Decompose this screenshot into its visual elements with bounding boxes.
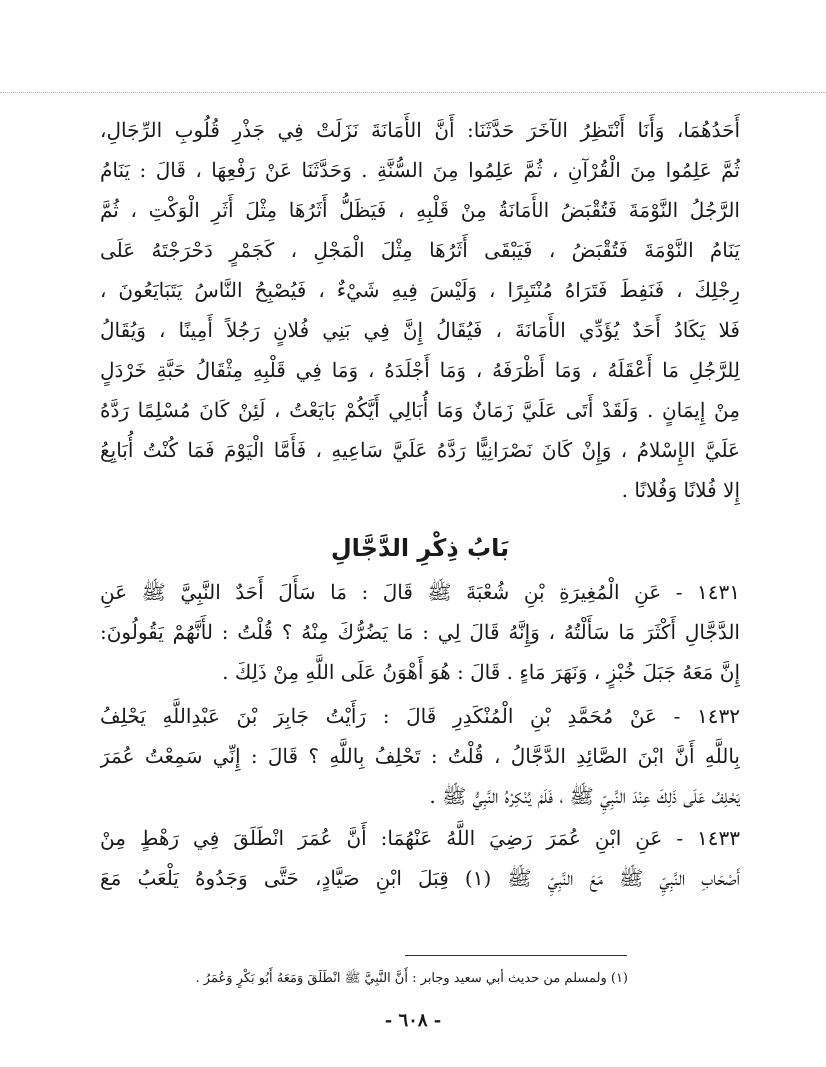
text-line: ١٤٣٣ - عَنِ ابْنِ عُمَرَ رَضِيَ اللَّهُ عَنْهُمَا: أَنَّ عُمَرَ انْطَلَقَ فِي رَهْطٍ مِنْ <box>100 826 740 850</box>
text-line: يَحْلِفُ عَلَى ذَلِكَ عِنْدَ النَّبِيِّ ﷺ ، فَلَمْ يُنْكِرْهُ النَّبِيُّ ﷺ . <box>429 784 740 808</box>
page-number: - ٦٠٨ - <box>384 1010 442 1031</box>
text-line: ثُمَّ عَلِمُوا مِنَ الْقُرْآنِ ، ثُمَّ عَلِمُوا مِنَ السُّنَّةِ . وَحَدَّثَنَا عَنْ رَفْعِهَا ، قَالَ : يَنَامُ <box>100 158 740 182</box>
text-line: ١٤٣٢ - عَنْ مُحَمَّدِ بْنِ الْمُنْكَدِرِ قَالَ : رَأَيْتُ جَابِرَ بْنَ عَبْدِاللَّهِ يَحْلِفُ <box>100 704 740 728</box>
text-line: ١٤٣١ - عَنِ الْمُغِيرَةِ بْنِ شُعْبَةَ ﷺ قَالَ : مَا سَأَلَ أَحَدٌ النَّبِيَّ ﷺ عَنِ <box>100 580 740 604</box>
text-line: الرَّجُلُ النَّوْمَةَ فَتُقْبَضُ الأَمَانَةُ مِنْ قَلْبِهِ ، فَيَظَلُّ أَثَرُهَا مِثْلَ أَثَرِ الْوَكْتِ ، ثُمَّ <box>100 198 740 222</box>
text-line: فَلا يَكَادُ أَحَدٌ يُؤَدِّي الأَمَانَةَ ، فَيُقَالُ إِنَّ فِي بَنِي فُلانٍ رَجُلاً أَمِينًا ، وَيُقَالُ <box>100 318 740 342</box>
text-line: مِنْ إِيمَانٍ . وَلَقَدْ أَتَى عَلَيَّ زَمَانٌ وَمَا أُبَالِي أَيَّكُمْ بَايَعْتُ ، لَئِنْ كَانَ مُسْلِمًا رَدَّهُ <box>100 398 740 422</box>
text-line: الدَّجَّالِ أَكْثَرَ مَا سَأَلْتُهُ ، وَإِنَّهُ قَالَ لِي : مَا يَضُرُّكَ مِنْهُ ؟ قُلْتُ : لأَنَّهُمْ يَقُولُونَ: <box>100 620 740 644</box>
text-line: أَحَدُهُمَا، وَأَنَا أَنْتَظِرُ الآخَرَ حَدَّثَنَا: أَنَّ الأَمَانَةَ نَزَلَتْ فِي جَذْرِ قُلُوبِ الرِّجَالِ، <box>100 118 740 142</box>
text-line: إِنَّ مَعَهُ جَبَلَ خُبْزٍ ، وَنَهَرَ مَاءٍ . قَالَ : هُوَ أَهْوَنُ عَلَى اللَّهِ مِنْ ذَلِكَ . <box>222 660 740 684</box>
hadith-1433 <box>100 818 740 898</box>
text-line: يَنَامُ النَّوْمَةَ فَتُقْبَضُ ، فَيَبْقَى أَثَرُهَا مِثْلَ الْمَجْلِ ، كَجَمْرٍ دَحْرَجْتَهُ عَلَى <box>100 238 740 262</box>
text-line: عَلَيَّ الإِسْلامُ ، وَإِنْ كَانَ نَصْرَانِيًّا رَدَّهُ عَلَيَّ سَاعِيهِ ، فَأَمَّا الْيَوْمَ فَمَا كُنْتُ أُبَايِعُ <box>100 438 740 462</box>
section-heading: بَابُ ذِكْرِ الدَّجَّالِ <box>330 534 510 562</box>
text-line: إِلا فُلانًا وَفُلانًا . <box>621 478 740 502</box>
text-line: لِلرَّجُلِ مَا أَعْقَلَهُ ، وَمَا أَظْرَفَهُ ، وَمَا أَجْلَدَهُ ، وَمَا فِي قَلْبِهِ مِثْقَالُ حَبَّةِ خَرْدَلٍ <box>100 358 740 382</box>
top-dotted-rule <box>0 92 826 93</box>
footnote-divider <box>405 955 627 956</box>
text-line: رِجْلِكَ ، فَنَفِطَ فَتَرَاهُ مُنْتَبِرًا ، وَلَيْسَ فِيهِ شَيْءٌ ، فَيُصْبِحُ النَّاسُ يَتَبَايَعُونَ ، <box>100 278 740 302</box>
footnote: (١) ولمسلم من حديث أبي سعيد وجابر : أَنَّ النَّبِيَّ ﷺ انْطَلَقَ وَمَعَهُ أَبُو بَكْرٍ وَعُمَرُ . <box>195 971 628 986</box>
hadith-1432 <box>100 696 740 816</box>
intro-paragraph <box>100 110 740 510</box>
hadith-1431 <box>100 572 740 692</box>
text-line: بِاللَّهِ أَنَّ ابْنَ الصَّائِدِ الدَّجَّالُ ، قُلْتُ : تَحْلِفُ بِاللَّهِ ؟ قَالَ : إِنِّي سَمِعْتُ عُمَرَ <box>100 744 740 768</box>
text-line: أَصْحَابِ النَّبِيِّ ﷺ مَعَ النَّبِيِّ ﷺ (١) قِبَلَ ابْنِ صَيَّادٍ، حَتَّى وَجَدُوهُ يَلْعَبُ مَعَ <box>100 866 740 890</box>
